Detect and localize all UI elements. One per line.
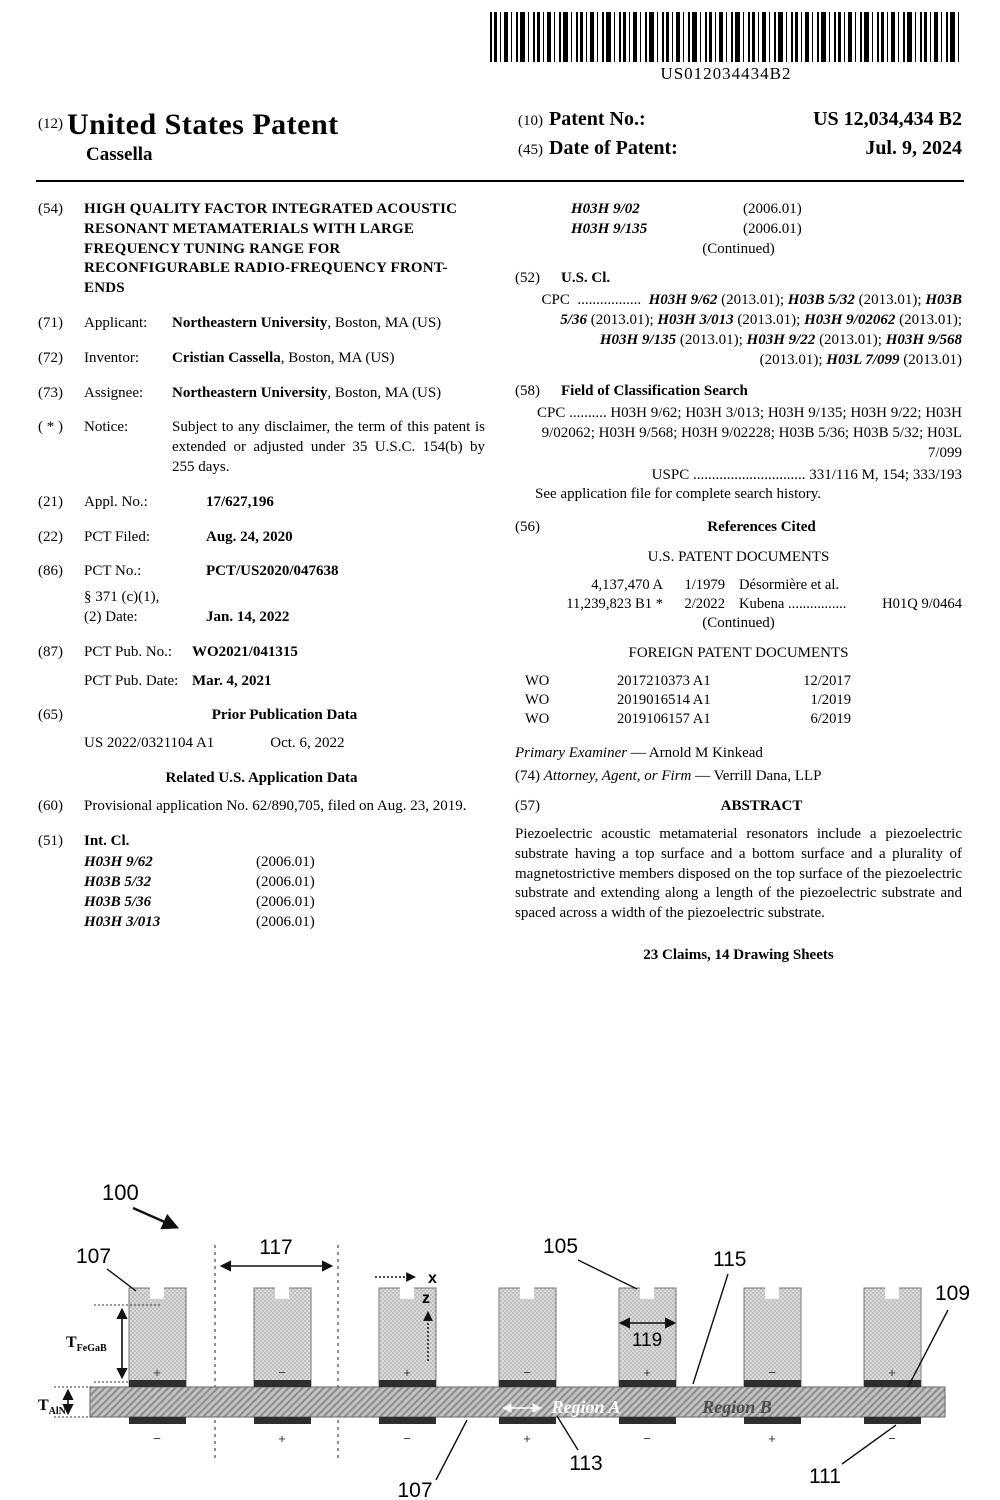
field-54-title: (54) HIGH QUALITY FACTOR INTEGRATED ACOUSTIC RESONANT METAMATERIALS WITH LARGE FREQUENCY TUNING RANGE FOR RECONFIGURABLE RADIO-FREQUENCY FRONT-ENDS [38, 200, 485, 299]
ref-100-label: 100 [102, 1180, 139, 1205]
notice-text: Subject to any disclaimer, the term of this patent is extended or adjusted under 35 U.S.C. 154(b) by 255 days. [172, 419, 485, 475]
svg-text:−: − [403, 1431, 411, 1446]
inventor-name: Cristian Cassella [172, 349, 281, 366]
cpc-classifications: CPC ................. H03H 9/62 (2013.01); H03B 5/32 (2013.01); H03B 5/36 (2013.01); H03H 3/013 (2013.01); H03H 9/02062 (2013.01); H03H 9/135 (2013.01); H03H 9/22 (2013.01); H03H 9/568 (2013.01); H03L 7/099 (2013.01) [541, 292, 962, 368]
svg-text:−: − [768, 1365, 776, 1380]
field-65-prior-pub: (65) Prior Publication Data [38, 706, 485, 726]
foreign-patent-row: WO 2019106157 A1 6/2019 [525, 711, 851, 728]
provisional-text: Provisional application No. 62/890,705, filed on Aug. 23, 2019. [84, 797, 467, 814]
svg-text:+: + [153, 1365, 161, 1380]
pillar [254, 1287, 311, 1446]
search-uspc: USPC .............................. 331/116 M, 154; 333/193 [651, 466, 962, 483]
piezoelectric-substrate [90, 1387, 945, 1417]
prior-pub-doc: US 2022/0321104 A1 [84, 735, 215, 752]
ref-107-top-leader [107, 1269, 136, 1291]
region-b-label: Region B [702, 1397, 772, 1417]
pct-pub-date: Mar. 4, 2021 [192, 672, 272, 689]
ref-117-label: 117 [259, 1236, 293, 1259]
us-patent-docs-heading: U.S. PATENT DOCUMENTS [647, 548, 830, 565]
field-57-abstract: (57) ABSTRACT [515, 797, 962, 817]
ref-105-leader [578, 1260, 637, 1289]
int-cl-item: H03B 5/32 (2006.01) [84, 874, 315, 891]
field-60-provisional: (60) Provisional application No. 62/890,705, filed on Aug. 23, 2019. [38, 797, 485, 817]
barcode [490, 12, 962, 62]
date-of-patent-value: Jul. 9, 2024 [865, 137, 962, 159]
us-patent-row: 4,137,470 A 1/1979 Désormière et al. [591, 576, 840, 593]
pillar [619, 1287, 676, 1446]
assignee-name: Northeastern University [172, 384, 328, 401]
prior-pub-date: Oct. 6, 2022 [270, 735, 345, 752]
pillar [129, 1287, 186, 1446]
pillar [499, 1287, 556, 1446]
t-aln-label: $T_{AlN}$ [38, 1397, 66, 1417]
application-number: 17/627,196 [206, 493, 274, 510]
page-title: United States Patent [67, 108, 339, 141]
ref-111-label: 111 [809, 1465, 841, 1488]
ref-107-top-label: 107 [76, 1245, 112, 1268]
int-cl-item: H03H 3/013 (2006.01) [84, 913, 315, 930]
continued-note: (Continued) [702, 615, 775, 632]
svg-text:+: + [278, 1431, 286, 1446]
region-a-label: Region A [551, 1397, 621, 1417]
search-history-note: See application file for complete search history. [535, 486, 822, 503]
prior-publication-heading: Prior Publication Data [211, 707, 358, 724]
abstract-text: Piezoelectric acoustic metamaterial resonators include a piezoelectric substrate having a top surface and a bottom surface and a plurality of magnetostrictive members disposed on the top surface of the piezoelectric substrate and extending along a length of the piezoelectric substrate and spaced across a width of the piezoelectric substrate. [515, 825, 962, 922]
pct-filed-date: Aug. 24, 2020 [206, 528, 293, 545]
primary-examiner-line: Primary Examiner — Arnold M Kinkead [515, 744, 763, 761]
x-axis-label: x [428, 1270, 437, 1287]
ref-113-label: 113 [569, 1452, 603, 1475]
ref-119-label: 119 [631, 1330, 663, 1351]
ref-107-bottom-label: 107 [397, 1479, 433, 1500]
z-axis-label: z [422, 1290, 430, 1307]
svg-text:−: − [888, 1431, 896, 1446]
svg-text:+: + [888, 1365, 896, 1380]
field-51-int-cl: (51) Int. Cl. [38, 832, 130, 849]
pillar [744, 1287, 801, 1446]
patent-no-field-number: (10) [518, 113, 543, 129]
claims-line: 23 Claims, 14 Drawing Sheets [643, 946, 834, 963]
resonator-cross-section-drawing [30, 1150, 970, 1500]
attorney-line: (74) Attorney, Agent, or Firm — Verrill Dana, LLP [515, 768, 822, 785]
left-column [38, 200, 485, 966]
foreign-docs-heading: FOREIGN PATENT DOCUMENTS [628, 645, 849, 662]
field-86-pct-no: (86) PCT No.: PCT/US2020/047638 [38, 562, 485, 582]
pct-pub-date-row: PCT Pub. Date: Mar. 4, 2021 [38, 672, 485, 692]
patent-no-label: Patent No.: [549, 108, 646, 130]
svg-text:+: + [643, 1365, 651, 1380]
int-cl-item: H03H 9/02 (2006.01) [571, 201, 802, 217]
date-of-patent-label: Date of Patent: [549, 137, 678, 159]
kind-code-number: (12) [38, 116, 63, 132]
svg-text:+: + [403, 1365, 411, 1380]
date-field-number: (45) [518, 142, 543, 158]
field-73-assignee: (73) Assignee: Northeastern University, Boston, MA (US) [38, 384, 442, 401]
header [0, 84, 1000, 178]
int-cl-item: H03B 5/36 (2006.01) [84, 893, 315, 910]
field-87-pct-pub: (87) PCT Pub. No.: WO2021/041315 [38, 643, 485, 663]
national-stage-date: Jan. 14, 2022 [206, 608, 290, 625]
svg-text:+: + [768, 1431, 776, 1446]
abstract-heading: ABSTRACT [720, 798, 803, 815]
pillar [379, 1287, 436, 1446]
field-notice: ( * ) Notice: Subject to any disclaimer, the term of this patent is extended or adjusted under 35 U.S.C. 154(b) by 255 days. [38, 418, 485, 477]
int-cl-item: H03H 9/135 (2006.01) [571, 220, 802, 237]
field-58-search: (58) Field of Classification Search [515, 383, 748, 400]
field-56-references: (56) References Cited [515, 519, 816, 536]
field-52-us-cl: (52) U.S. Cl. [515, 270, 611, 287]
int-cl-item: H03H 9/62 (2006.01) [84, 854, 315, 871]
figure-1 [30, 1150, 970, 1500]
svg-text:−: − [153, 1431, 161, 1446]
field-71-applicant: (71) Applicant: Northeastern University, Boston, MA (US) [38, 314, 442, 331]
prior-publication-row [38, 734, 485, 754]
related-data-heading: Related U.S. Application Data [165, 769, 358, 786]
field-22-pct-filed: (22) PCT Filed: Aug. 24, 2020 [38, 528, 485, 548]
foreign-patent-row: WO 2019016514 A1 1/2019 [525, 692, 851, 709]
resonator-pillars [129, 1287, 921, 1446]
svg-text:−: − [643, 1431, 651, 1446]
svg-text:−: − [523, 1365, 531, 1380]
inventor-surname: Cassella [86, 144, 153, 165]
applicant-name: Northeastern University [172, 314, 328, 331]
ref-107-bottom-leader [436, 1420, 467, 1480]
invention-title: HIGH QUALITY FACTOR INTEGRATED ACOUSTIC RESONANT METAMATERIALS WITH LARGE FREQUENCY TUNING RANGE FOR RECONFIGURABLE RADIO-FREQUENCY FRONT-ENDS [84, 201, 458, 297]
t-fegab-label: $T_{FeGaB}$ [66, 1334, 107, 1354]
barcode-section [0, 0, 1000, 84]
us-patent-row: 11,239,823 B1 * 2/2022 Kubena ................ H01Q 9/0464 [566, 596, 962, 612]
ref-115-leader [693, 1274, 728, 1384]
barcode-text: US012034434B2 [660, 64, 792, 83]
ref-100-arrow [133, 1208, 176, 1227]
patent-no-value: US 12,034,434 B2 [813, 108, 962, 130]
ref-113-leader [557, 1416, 578, 1450]
right-column [515, 200, 962, 966]
field-72-inventor: (72) Inventor: Cristian Cassella, Boston, MA (US) [38, 349, 395, 366]
svg-text:+: + [523, 1431, 531, 1446]
ref-105-label: 105 [543, 1235, 579, 1258]
field-371: § 371 (c)(1), (2) Date: Jan. 14, 2022 [38, 588, 485, 628]
pct-number: PCT/US2020/047638 [206, 563, 339, 580]
pillar [864, 1287, 921, 1446]
pct-pub-number: WO2021/041315 [192, 643, 298, 660]
ref-109-label: 109 [935, 1282, 970, 1305]
svg-text:−: − [278, 1365, 286, 1380]
search-cpc: CPC .......... H03H 9/62; H03H 3/013; H03H 9/135; H03H 9/22; H03H 9/02062; H03H 9/568; H03H 9/02228; H03B 5/36; H03B 5/32; H03L 7/099 [536, 405, 962, 461]
foreign-patent-row: WO 2017210373 A1 12/2017 [525, 672, 851, 689]
continued-note: (Continued) [702, 240, 775, 257]
field-21-appl-no: (21) Appl. No.: 17/627,196 [38, 493, 485, 513]
ref-115-label: 115 [713, 1248, 747, 1271]
